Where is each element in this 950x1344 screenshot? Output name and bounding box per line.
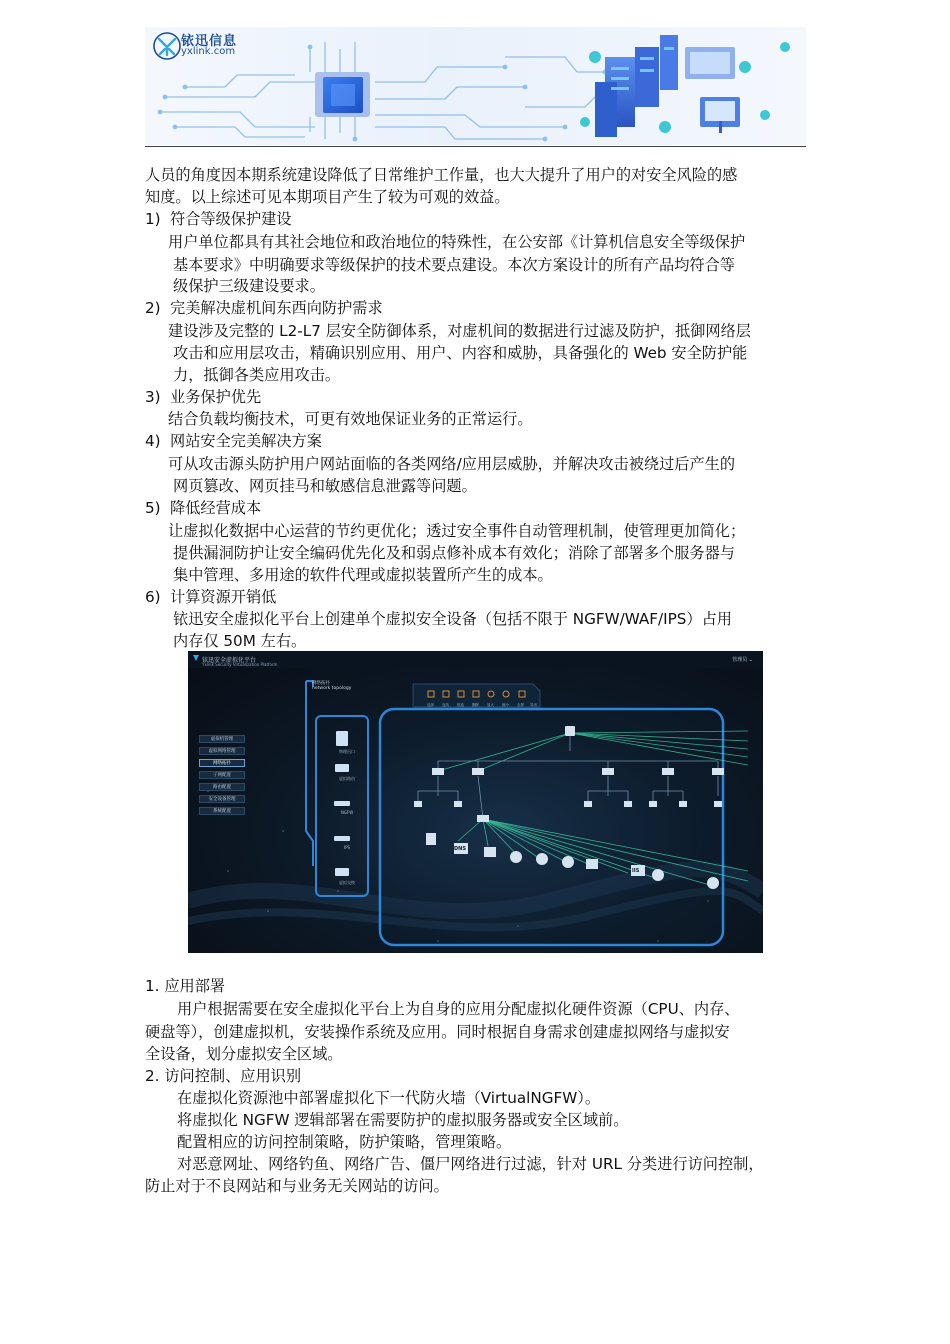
section-line: 将虚拟化 NGFW 逻辑部署在需要防护的虚拟服务器或安全区域前。 <box>177 1111 629 1129</box>
menu-item-selected[interactable]: 网络拓扑 <box>199 759 245 767</box>
benefit-line: 提供漏洞防护让安全编码优先化及和弱点修补成本有效化；消除了部署多个服务器与 <box>173 544 735 562</box>
benefit-title: 符合等级保护建设 <box>170 210 292 228</box>
section-heading: 2. 访问控制、应用识别 <box>145 1067 302 1085</box>
section-line: 对恶意网址、网络钓鱼、网络广告、僵尸网络进行过滤，针对 URL 分类进行访问控制， <box>177 1155 764 1173</box>
device-label[interactable]: 物理出口 <box>339 749 355 754</box>
topology-frame <box>380 709 723 945</box>
benefit-line: 让虚拟化数据中心运营的节约更优化；透过安全事件自动管理机制，使管理更加简化； <box>168 522 746 540</box>
section-line: 配置相应的访问控制策略，防护策略，管理策略。 <box>177 1133 512 1151</box>
benefit-number: 2) <box>145 299 161 317</box>
menu-item[interactable]: 子网配置 <box>199 771 245 779</box>
benefit-line: 级保护三级建设要求。 <box>173 277 325 295</box>
menu-item[interactable]: 安全设备管理 <box>199 795 245 803</box>
section-heading: 1. 应用部署 <box>145 977 226 995</box>
tool-label[interactable]: 选择 <box>427 703 434 707</box>
tool-label[interactable]: 框选 <box>457 703 464 707</box>
logo-name: 铱迅信息 <box>181 34 238 49</box>
benefit-number: 3) <box>145 388 161 406</box>
benefit-title: 网站安全完美解决方案 <box>170 432 322 450</box>
section-line: 在虚拟化资源池中部署虚拟化下一代防火墙（VirtualNGFW）。 <box>177 1089 601 1107</box>
platform-subtitle: Yxlink Security Virtualization Platform <box>202 662 278 667</box>
device-label[interactable]: 虚拟路由 <box>339 776 355 781</box>
menu-item[interactable]: 路由配置 <box>199 783 245 791</box>
section-line: 用户根据需要在安全虚拟化平台上为自身的应用分配虚拟化硬件资源（CPU、内存、 <box>177 1000 740 1018</box>
benefit-line: 铱迅安全虚拟化平台上创建单个虚拟安全设备（包括不限于 NGFW/WAF/IPS）占用 <box>173 610 732 628</box>
device-label[interactable]: 虚拟交换 <box>339 880 355 885</box>
tool-label[interactable]: 删除 <box>472 703 479 707</box>
platform-topology-screenshot <box>188 651 763 953</box>
benefit-number: 4) <box>145 432 161 450</box>
section-line: 全设备，划分虚拟安全区域。 <box>145 1045 343 1063</box>
benefit-number: 1) <box>145 210 161 228</box>
header-banner <box>145 27 806 145</box>
menu-item[interactable]: 虚拟网络管理 <box>199 747 245 755</box>
benefit-line: 结合负载均衡技术，可更有效地保证业务的正常运行。 <box>168 410 533 428</box>
benefit-title: 业务保护优先 <box>170 388 262 406</box>
dns-node-label: DNS <box>454 846 466 852</box>
benefit-line: 攻击和应用层攻击，精确识别应用、用户、内容和威胁，具备强化的 Web 安全防护能 <box>173 344 748 362</box>
circuit-board-illustration <box>145 27 806 145</box>
menu-item[interactable]: 虚拟机管理 <box>199 735 245 743</box>
tool-label[interactable]: 连线 <box>442 703 449 707</box>
server-stack-illustration <box>580 35 790 137</box>
breadcrumb-subtitle: network topology <box>312 686 352 691</box>
benefit-title: 完美解决虚机间东西向防护需求 <box>170 299 383 317</box>
tool-label[interactable]: 缩小 <box>502 703 509 707</box>
benefit-line: 用户单位都具有其社会地位和政治地位的特殊性，在公安部《计算机信息安全等级保护 <box>168 233 746 251</box>
menu-item[interactable]: 系统配置 <box>199 807 245 815</box>
tool-label[interactable]: 全屏 <box>517 703 524 707</box>
section-line: 防止对于不良网站和与业务无关网站的访问。 <box>145 1177 449 1195</box>
benefit-line: 可从攻击源头防护用户网站面临的各类网络/应用层威胁，并解决攻击被绕过后产生的 <box>168 455 736 473</box>
benefit-number: 6) <box>145 588 161 606</box>
tool-label[interactable]: 导出 <box>530 703 537 707</box>
benefit-line: 集中管理、多用途的软件代理或虚拟装置所产生的成本。 <box>173 566 553 584</box>
logo-url: yxlink.com <box>181 46 236 57</box>
device-label[interactable]: IPS <box>343 845 351 850</box>
topology-canvas <box>188 651 763 953</box>
benefit-title: 计算资源开销低 <box>170 588 277 606</box>
device-label[interactable]: NGFW <box>340 810 354 815</box>
benefit-line: 网页篡改、网页挂马和敏感信息泄露等问题。 <box>173 477 477 495</box>
benefit-line: 力，抵御各类应用攻击。 <box>173 366 341 384</box>
benefit-number: 5) <box>145 499 161 517</box>
user-menu[interactable]: 管理员 ⌄ <box>732 657 753 663</box>
tool-label[interactable]: 放大 <box>487 703 494 707</box>
iis-node-label: IIS <box>632 868 640 874</box>
header-divider <box>145 146 806 147</box>
paragraph-line: 知度。以上综述可见本期项目产生了较为可观的效益。 <box>145 188 510 206</box>
section-line: 硬盘等），创建虚拟机，安装操作系统及应用。同时根据自身需求创建虚拟网络与虚拟安 <box>145 1023 730 1041</box>
platform-title: 铱迅安全虚拟化平台 <box>202 657 257 664</box>
breadcrumb <box>312 681 351 691</box>
benefit-line: 建设涉及完整的 L2-L7 层安全防御体系，对虚机间的数据进行过滤及防护，抵御网络层 <box>168 322 751 340</box>
benefit-line: 基本要求》中明确要求等级保护的技术要点建设。本次方案设计的所有产品均符合等 <box>173 256 735 274</box>
paragraph-line: 人员的角度因本期系统建设降低了日常维护工作量，也大大提升了用户的对安全风险的感 <box>145 166 738 184</box>
breadcrumb-title: 网络拓扑 <box>312 681 330 686</box>
benefit-title: 降低经营成本 <box>170 499 262 517</box>
benefit-line: 内存仅 50M 左右。 <box>173 632 307 650</box>
logo-icon <box>151 30 183 62</box>
